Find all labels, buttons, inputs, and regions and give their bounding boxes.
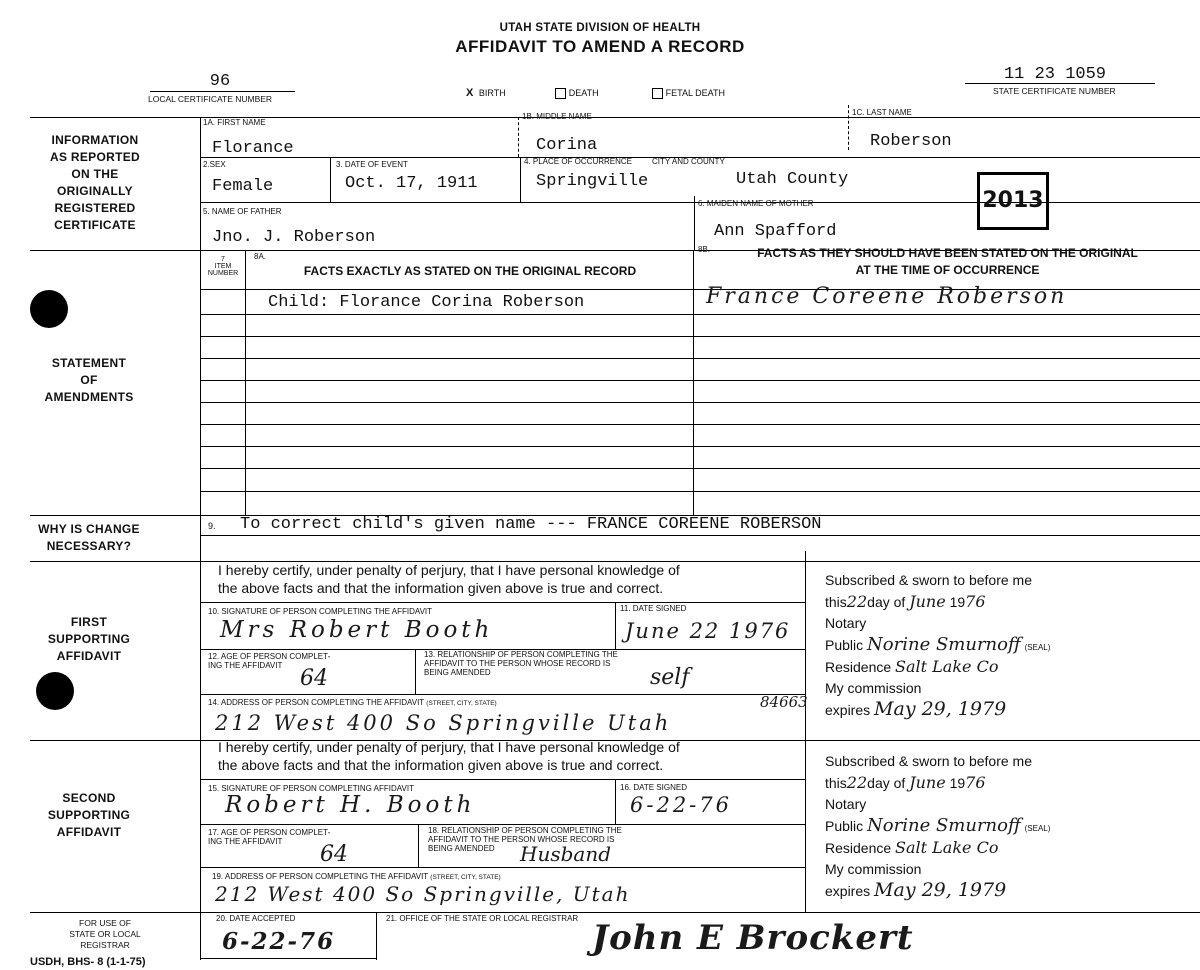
sex-value: Female [212,177,274,196]
punch-hole-bottom [36,672,74,710]
second-relationship-label: 18. RELATIONSHIP OF PERSON COMPLETING THE AFFIDAVIT TO THE PERSON WHOSE RECORD IS BEING AMENDED [428,826,622,853]
second-notary-this: this [825,775,847,791]
first-address-label [208,698,497,708]
first-notary-label: Notary [825,615,867,631]
first-notary-residence-value: Salt Lake Co [895,657,999,676]
first-notary-date-line [825,591,1195,613]
registrar-signature: John E Brockert [592,918,914,958]
second-signature-value: Robert H. Booth [225,792,476,818]
middle-name-value: Corina [536,136,598,155]
original-fact-value: Child: Florance Corina Roberson [268,293,585,312]
section-why-label: WHY IS CHANGE NECESSARY? [38,522,140,553]
section-original-label: INFORMATION AS REPORTED ON THE ORIGINALLY REGISTERED CERTIFICATE [50,133,140,232]
second-address-sub-label: (STREET, CITY, STATE) [430,874,501,881]
first-certify-text: I hereby certify, under penalty of perjury, that I have personal knowledge of the above facts and that the information given above is true and correct. [218,562,680,596]
second-address-label [212,872,501,882]
state-cert-number: 11 23 1059 [1003,65,1107,84]
date-accepted-label: 20. DATE ACCEPTED [216,914,296,923]
birth-checkbox[interactable]: X [466,87,474,99]
first-name-value: Florance [212,139,294,158]
second-notary-seal: (SEAL) [1024,824,1051,833]
first-date-value: June 22 1976 [625,619,791,643]
first-notary-year-prefix: 19 [949,594,966,610]
punch-hole-top [30,290,68,328]
first-age-label: 12. AGE OF PERSON COMPLET- ING THE AFFIDAVIT [208,652,331,670]
second-notary-residence: Residence [825,840,892,856]
second-relationship-value: Husband [520,842,611,866]
first-notary-subscribed: Subscribed & sworn to before me [825,572,1032,588]
first-date-label: 11. DATE SIGNED [620,604,687,613]
form-title: AFFIDAVIT TO AMEND A RECORD [455,37,745,56]
col-8a-header: FACTS EXACTLY AS STATED ON THE ORIGINAL RECORD [303,264,637,278]
second-date-value: 6-22-76 [630,793,732,817]
second-notary-public: Public [825,818,864,834]
first-notary-expires-line [825,699,1195,721]
first-zip-value: 84663 [760,693,808,711]
place-sub-label: CITY AND COUNTY [652,157,725,166]
col-8b-number: 8B. [698,245,711,254]
section-amendments-label: STATEMENT OF AMENDMENTS [44,356,134,404]
first-notary-year: 76 [965,592,986,611]
second-age-label: 17. AGE OF PERSON COMPLET- ING THE AFFIDAVIT [208,828,331,846]
first-notary-day: 22 [846,592,868,611]
first-notary-block [825,570,1195,721]
second-notary-name: Norine Smurnoff [867,815,1021,836]
first-address-label-text: 14. ADDRESS OF PERSON COMPLETING THE AFFIDAVIT [208,698,425,707]
why-number: 9. [208,521,216,531]
first-notary-residence: Residence [825,659,892,675]
fetal-death-checkbox[interactable] [652,88,663,99]
death-label: DEATH [568,87,599,98]
first-relationship-label: 13. RELATIONSHIP OF PERSON COMPLETING THE AFFIDAVIT TO THE PERSON WHOSE RECORD IS BEING AMENDED [424,650,618,677]
second-notary-month: June [909,773,946,792]
father-name-value: Jno. J. Roberson [212,228,376,247]
place-label-text: 4. PLACE OF OCCURRENCE [524,157,633,166]
second-notary-label: Notary [825,796,867,812]
second-notary-year: 76 [965,773,986,792]
date-accepted-value: 6-22-76 [222,928,336,955]
first-address-value: 212 West 400 So Springville Utah [215,711,672,735]
fetal-death-label: FETAL DEATH [665,87,725,98]
registrar-office-label: 21. OFFICE OF THE STATE OR LOCAL REGISTRAR [386,914,579,923]
col-8b-header: FACTS AS THEY SHOULD HAVE BEEN STATED ON THE ORIGINAL AT THE TIME OF OCCURRENCE [757,246,1138,277]
local-cert-number: 96 [209,72,231,91]
form-number-footer: USDH, BHS- 8 (1-1-75) [30,956,146,968]
second-certify-text: I hereby certify, under penalty of perjury, that I have personal knowledge of the above facts and that the information given above is true and correct. [218,739,680,773]
form-header [0,22,1200,57]
item-number-header: 7 ITEM NUMBER [207,256,239,277]
birth-label: BIRTH [478,87,506,98]
first-notary-commission: My commission [825,680,922,696]
second-notary-day: 22 [846,773,868,792]
last-name-value: Roberson [870,132,952,151]
sex-label: 2.SEX [203,160,226,169]
last-name-label: 1C. LAST NAME [852,108,912,117]
second-notary-year-prefix: 19 [949,775,966,791]
second-notary-dayof: day of [867,775,906,791]
first-notary-name: Norine Smurnoff [867,634,1021,655]
first-relationship-value: self [650,665,690,690]
first-notary-residence-line [825,656,1195,678]
first-notary-dayof: day of [867,594,906,610]
first-name-label: 1A. FIRST NAME [203,118,266,127]
local-cert-label: LOCAL CERTIFICATE NUMBER [148,94,273,104]
first-notary-public-line [825,634,1195,656]
mother-name-value: Ann Spafford [714,222,837,241]
middle-name-label: 1B. MIDDLE NAME [522,112,592,121]
boxed-file-number: 2013 [977,172,1049,230]
second-notary-block [825,751,1195,902]
second-signature-label: 15. SIGNATURE OF PERSON COMPLETING AFFIDAVIT [208,784,414,793]
second-notary-residence-value: Salt Lake Co [895,838,999,857]
first-age-value: 64 [300,666,328,691]
state-cert-label: STATE CERTIFICATE NUMBER [993,86,1116,96]
first-notary-seal: (SEAL) [1024,643,1051,652]
second-notary-public-line [825,815,1195,837]
death-checkbox[interactable] [555,88,566,99]
event-type-row [466,88,725,99]
second-address-value: 212 West 400 So Springville, Utah [215,882,631,906]
second-notary-residence-line [825,837,1195,859]
first-notary-this: this [825,594,847,610]
second-notary-expires: expires [825,883,871,899]
second-notary-expires-line [825,880,1195,902]
second-notary-date-line [825,772,1195,794]
first-address-sub-label: (STREET, CITY, STATE) [426,700,497,707]
second-notary-subscribed: Subscribed & sworn to before me [825,753,1032,769]
agency-name: UTAH STATE DIVISION OF HEALTH [499,22,701,34]
section-first-affidavit-label: FIRST SUPPORTING AFFIDAVIT [47,615,131,663]
second-address-label-text: 19. ADDRESS OF PERSON COMPLETING THE AFFIDAVIT [212,872,429,881]
section-registrar-label: FOR USE OF STATE OR LOCAL REGISTRAR [69,918,141,950]
second-age-value: 64 [320,842,348,867]
date-of-event-value: Oct. 17, 1911 [345,174,478,193]
first-notary-expires-value: May 29, 1979 [874,698,1007,720]
place-city-value: Springville [536,172,649,191]
father-name-label: 5. NAME OF FATHER [203,207,282,216]
second-notary-commission: My commission [825,861,922,877]
col-8a-number: 8A. [254,252,267,261]
mother-name-label: 6. MAIDEN NAME OF MOTHER [698,199,814,208]
second-notary-expires-value: May 29, 1979 [874,879,1007,901]
first-signature-label: 10. SIGNATURE OF PERSON COMPLETING THE AFFIDAVIT [208,607,433,616]
first-signature-value: Mrs Robert Booth [220,617,494,643]
place-county-value: Utah County [736,170,849,189]
first-notary-month: June [909,592,946,611]
place-label [524,157,725,166]
why-value: To correct child's given name --- FRANCE COREENE ROBERSON [240,515,822,534]
date-of-event-label: 3. DATE OF EVENT [336,160,408,169]
corrected-fact-value: France Coreene Roberson [706,284,1068,309]
section-second-affidavit-label: SECOND SUPPORTING AFFIDAVIT [47,791,131,839]
first-notary-public: Public [825,637,864,653]
second-date-label: 16. DATE SIGNED [620,783,687,792]
first-notary-expires: expires [825,702,871,718]
